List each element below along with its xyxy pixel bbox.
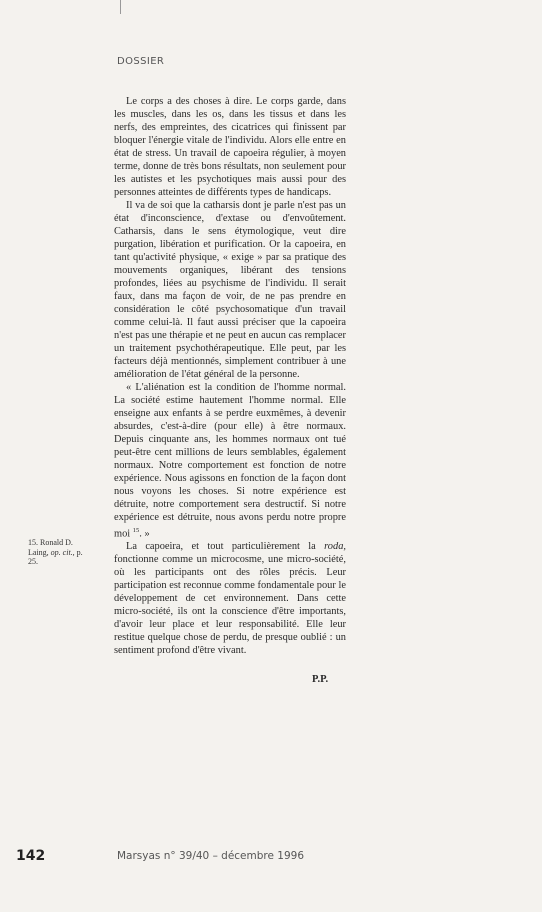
paragraph-1: Le corps a des choses à dire. Le corps garde, dans les muscles, dans les os, dans les tissus et dans les nerfs, des empreintes, des cicatrices qui finissent par bloquer l'énergie vitale de l'individu. Alors elle entre en état de stress. Un travail de capoeira régulier, à moyen terme, donne de très bons résultats, non seulement pour les autistes et les psychotiques mais aussi pour des personnes atteintes de différents types de handicaps. [114,96,346,198]
paragraph-4 [114,540,346,657]
author-signature: P.P. [312,674,329,685]
footnote-ref: op. cit., [50,547,75,557]
page-number: 142 [16,848,46,864]
section-label: DOSSIER [117,56,165,67]
quote-close: . » [139,528,150,540]
paragraph-2: Il va de soi que la catharsis dont je parle n'est pas un état d'inconscience, d'extase ou d'envoûtement. Catharsis, dans le sens étymologique, veut dire purgation, libération et purification. Or la capoeira, en tant qu'activité physique, « exige » par sa pratique des mouvements organiques, libérant des tensions profondes, liées au psychisme de l'individu. Il serait faux, dans ma façon de voir, de ne pas prendre en considération le côté psychosomatique d'un travail comme celui-là. Il faut aussi préciser que la capoeira n'est pas une thérapie et ne peut en aucun cas remplacer un traitement psychothérapeutique. Elle peut, par les facteurs déjà mentionnés, simplement contribuer à une amélioration de l'état général de la personne. [114,200,346,380]
paragraph-4-rest: fonctionne comme un microcosme, une micro-société, où les participants ont des rôles précis. Leur participation est reconnue comme fondamentale pour le développement de cet environnement. Dans cette micro-société, ils ont la conscience d'être importants, d'avoir leur place et leur responsabilité. Elle leur restitue quelque chose de perdu, de presque oublié : un sentiment profond d'être vivant. [114,554,346,657]
footnote-ref: 15 [132,527,140,534]
footnote-author: Ronald D. Laing, [28,538,73,557]
crop-mark [120,0,121,14]
paragraph-4-lead: La capoeira, et tout particulièrement la [126,541,316,553]
paragraph-4-italic: roda, [324,541,346,553]
footnote-page: p. 25. [28,547,83,566]
quote-paragraph [114,381,346,540]
footnote-number: 15. [28,538,38,547]
article-body [114,95,346,657]
journal-footer: Marsyas n° 39/40 – décembre 1996 [117,850,305,862]
footnote [28,538,88,567]
quote-text: « L'aliénation est la condition de l'homme normal. La société estime hautement l'homme normal. Elle enseigne aux enfants à se perdre euxmêmes, à devenir absurdes, c'est-à-dire (pour elle) à être normaux. Depuis cinquante ans, les hommes normaux ont tué peut-être cent millions de leurs semblables, également normaux. Notre comportement est fonction de notre expérience. Nous agissons en fonction de la façon dont nous voyons les choses. Si notre expérience est détruite, notre comportement sera destructif. Si notre expérience est détruite, nous avons perdu notre propre moi [114,382,346,540]
